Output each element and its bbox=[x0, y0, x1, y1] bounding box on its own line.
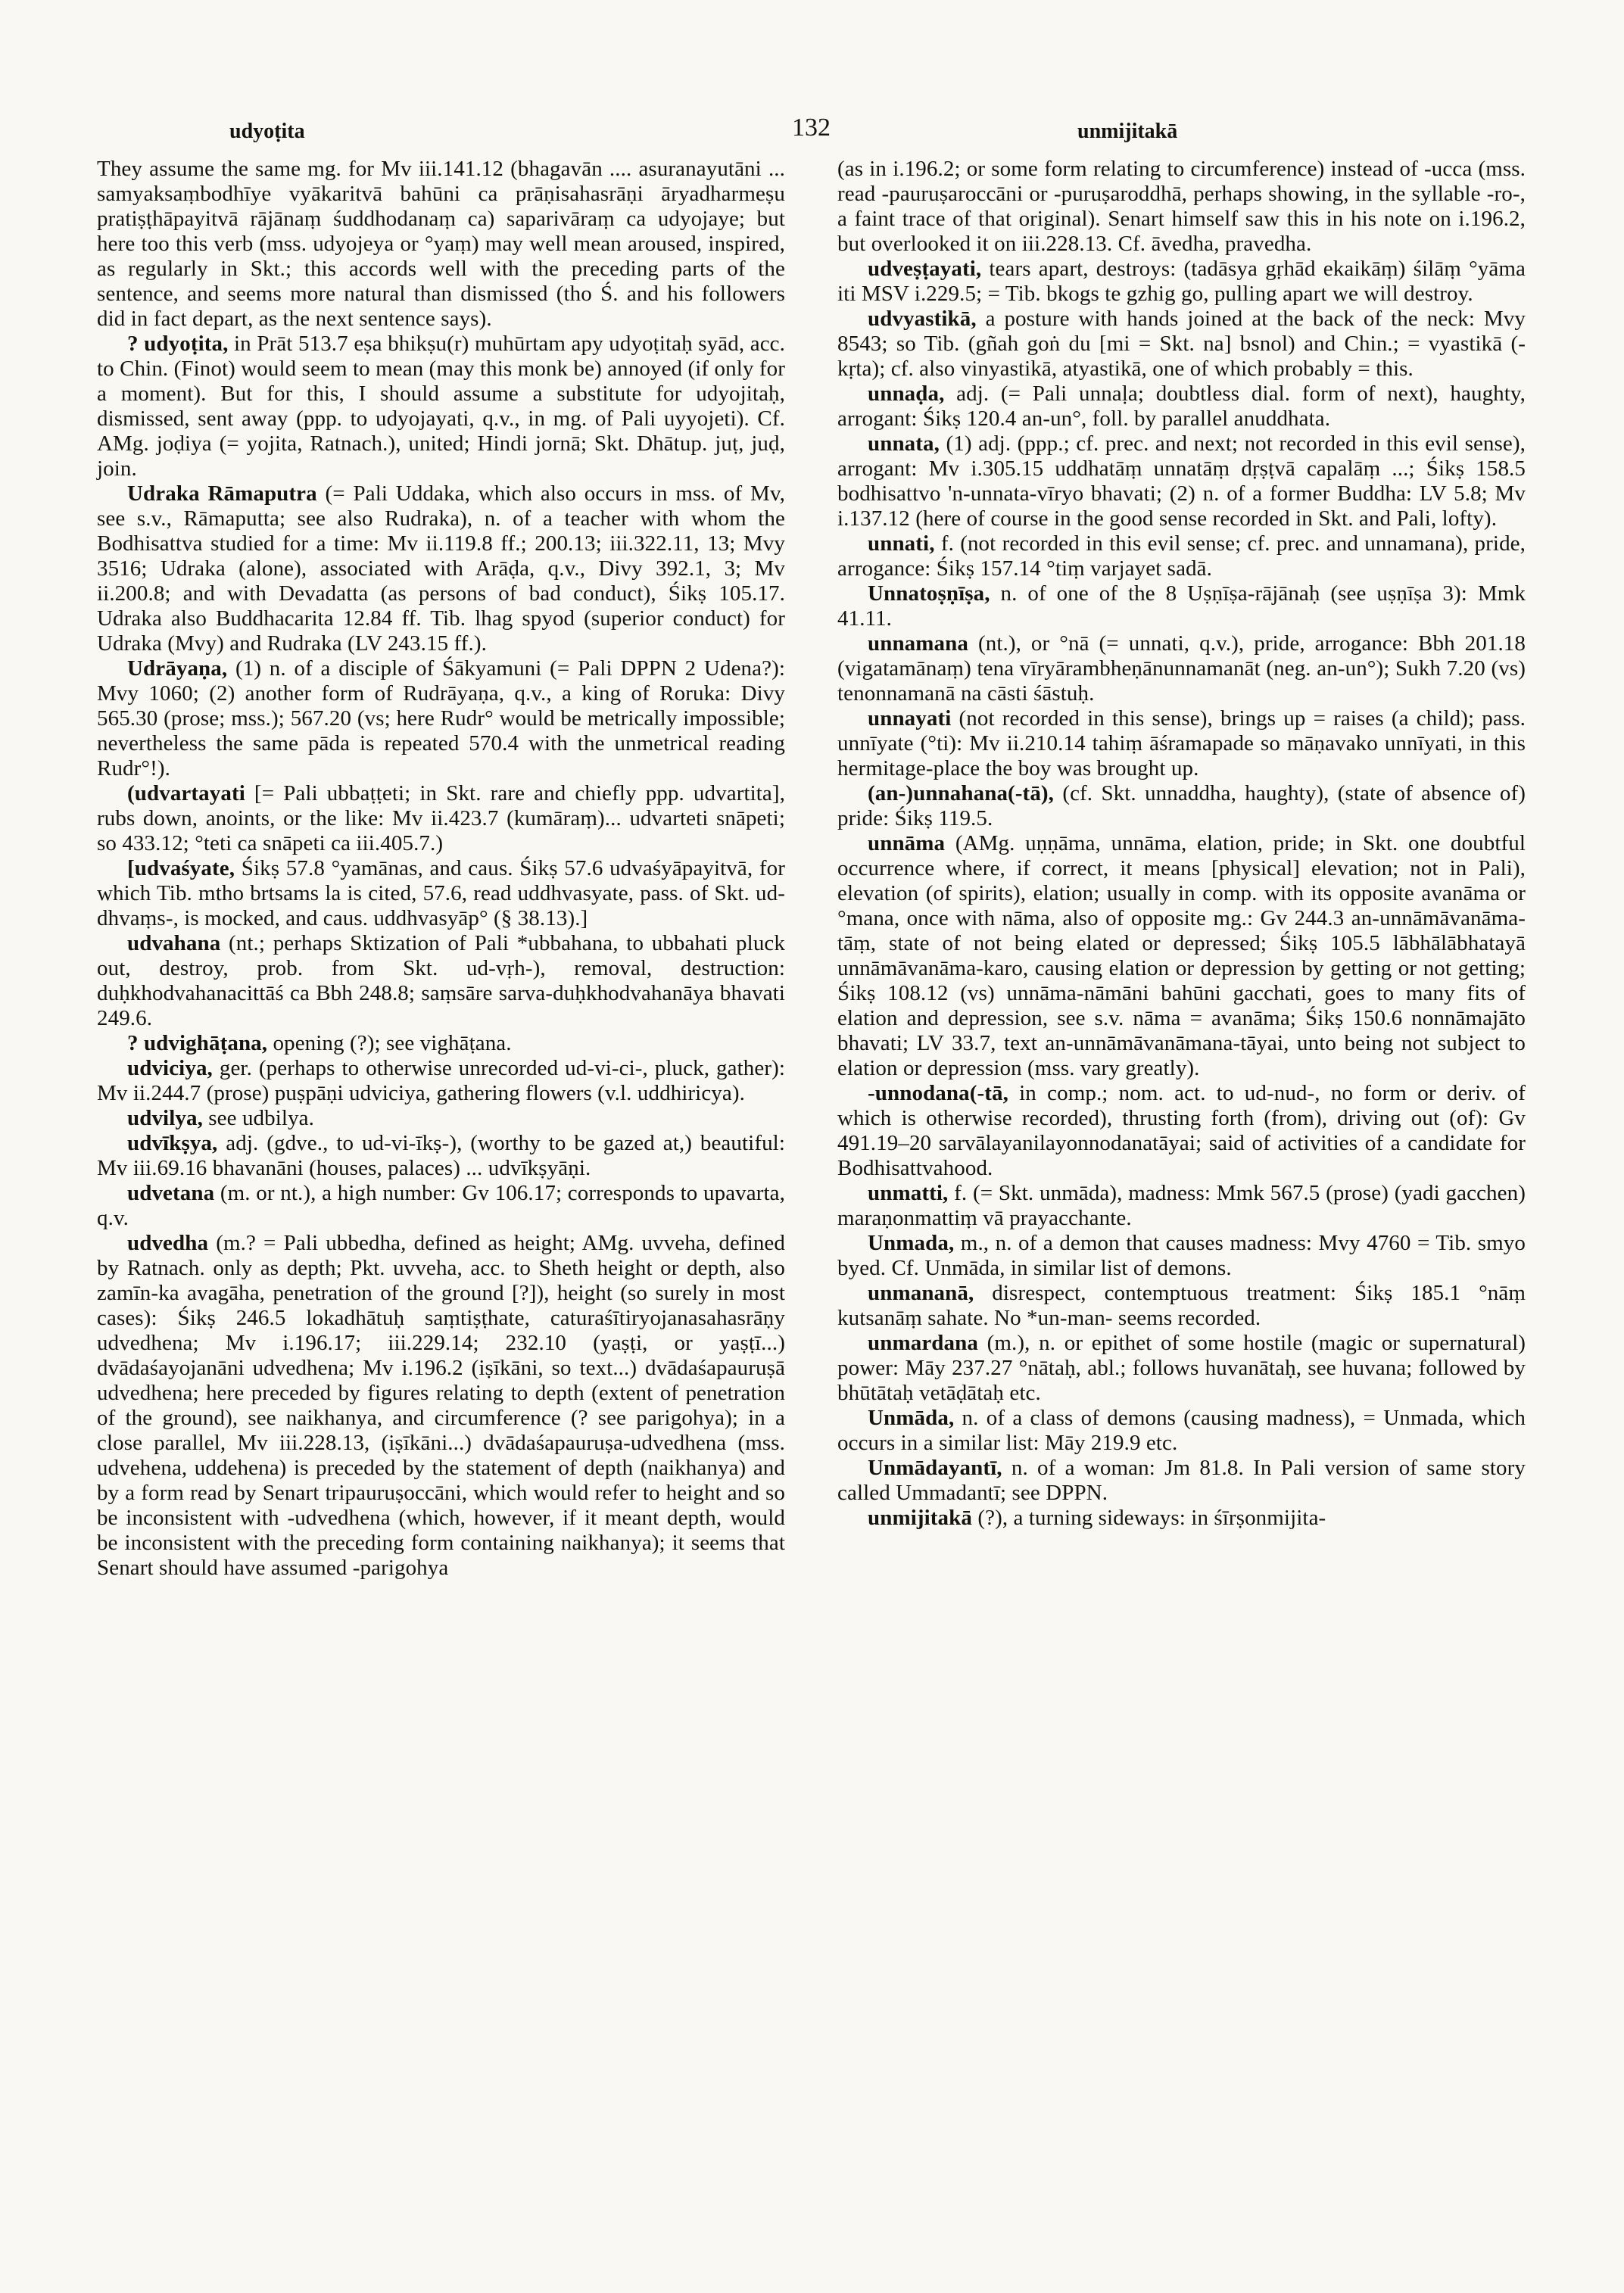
entry-headword: Unnatoṣṇīṣa, bbox=[868, 581, 990, 606]
dictionary-entry bbox=[837, 781, 1526, 831]
entry-body: (cf. Skt. unnaddha, haughty), (state of absence of) pride: Śikṣ 119.5. bbox=[837, 781, 1526, 830]
entry-body: n. of one of the 8 Uṣṇīṣa-rājānaḥ (see uṣṇīṣa 3): Mmk 41.11. bbox=[837, 581, 1526, 631]
dictionary-entry bbox=[837, 157, 1526, 257]
dictionary-entry bbox=[97, 1231, 785, 1581]
entry-body: [= Pali ubbaṭṭeti; in Skt. rare and chiefly ppp. udvartita], rubs down, anoints, or the like: Mv ii.423.7 (kumāraṃ)... udvarteti snāpeti; so 433.12; °teti ca snāpeti ca iii.405.7.) bbox=[97, 781, 785, 855]
entry-headword: Udrāyaṇa, bbox=[127, 656, 228, 681]
dictionary-entry bbox=[837, 1456, 1526, 1506]
dictionary-entry bbox=[97, 781, 785, 856]
entry-body: adj. (= Pali unnaḷa; doubtless dial. form of next), haughty, arrogant: Śikṣ 120.4 an-un°, foll. by parallel anuddhata. bbox=[837, 382, 1526, 431]
dictionary-entry bbox=[837, 382, 1526, 431]
entry-body: f. (not recorded in this evil sense; cf. prec. and unnamana), pride, arrogance: Śikṣ 157.14 °tiṃ varjayet sadā. bbox=[837, 531, 1526, 581]
entry-headword: udviciya, bbox=[127, 1056, 213, 1080]
entry-headword: Unmada, bbox=[868, 1231, 955, 1255]
entry-headword: (an-)unnahana(-tā), bbox=[868, 781, 1055, 805]
entry-headword: ? udvighāṭana, bbox=[127, 1031, 268, 1055]
dictionary-entry bbox=[97, 481, 785, 656]
dictionary-entry bbox=[837, 1281, 1526, 1331]
entry-headword: udvīkṣya, bbox=[127, 1131, 218, 1155]
entry-body: (1) n. of a disciple of Śākyamuni (= Pali DPPN 2 Udena?): Mvy 1060; (2) another form of Rudrāyaṇa, q.v., a king of Roruka: Divy 565.30 (prose; mss.); 567.20 (vs; here Rudr° would be metrically impossible; nevertheless the same pāda is repeated 570.4 with the unmetrical reading Rudr°!). bbox=[97, 656, 785, 780]
dictionary-entry bbox=[837, 1406, 1526, 1456]
page-number: 132 bbox=[792, 114, 831, 142]
entry-body: tears apart, destroys: (tadāsya gṛhād ekaikāṃ) śilāṃ °yāma iti MSV i.229.5; = Tib. bkogs te gzhig go, pulling apart we will destroy. bbox=[837, 257, 1526, 306]
entry-headword: udvyastikā, bbox=[868, 307, 977, 331]
entry-body: opening (?); see vighāṭana. bbox=[267, 1031, 512, 1055]
entry-body: see udbilya. bbox=[202, 1106, 314, 1130]
entry-headword: udvahana bbox=[127, 931, 221, 955]
entry-headword: [udvaśyate, bbox=[127, 856, 235, 880]
entry-body: ger. (perhaps to otherwise unrecorded ud-vi-ci-, pluck, gather): Mv ii.244.7 (prose) puṣpāṇi udviciya, gathering flowers (v.l. uddhiricya). bbox=[97, 1056, 785, 1105]
entry-body: a posture with hands joined at the back of the neck: Mvy 8543; so Tib. (gñah goṅ du [mi = Skt. na] bsnol) and Chin.; = vyastikā (-kṛta); cf. also vinyastikā, atyastikā, one of which probably = this. bbox=[837, 307, 1526, 381]
dictionary-entry bbox=[837, 706, 1526, 781]
dictionary-entry bbox=[837, 1081, 1526, 1181]
entry-body: n. of a woman: Jm 81.8. In Pali version of same story called Ummadantī; see DPPN. bbox=[837, 1456, 1526, 1505]
entry-headword: ? udyoṭita, bbox=[127, 332, 229, 356]
dictionary-entry bbox=[97, 332, 785, 481]
entry-body: They assume the same mg. for Mv iii.141.12 (bhagavān .... asuranayutāni ... samyaksaṃbodhīye vyākaritvā bahūni ca prāṇisahasrāṇi āryadharmeṣu pratiṣṭhāpayitvā rājānaṃ śuddhodanaṃ ca) saparivāraṃ ca udyojaye; but here too this verb (mss. udyojeya or °yaṃ) may well mean aroused, inspired, as regularly in Skt.; this accords well with the preceding parts of the sentence, and seems more natural than dismissed (tho Ś. and his followers did in fact depart, as the next sentence says). bbox=[97, 157, 785, 331]
entry-headword: Unmāda, bbox=[868, 1406, 955, 1430]
entry-body: (= Pali Uddaka, which also occurs in mss. of Mv, see s.v., Rāmaputta; see also Rudraka), n. of a teacher with whom the Bodhisattva studied for a time: Mv ii.119.8 ff.; 200.13; iii.322.11, 13; Mvy 3516; Udraka (alone), associated with Arāḍa, q.v., Divy 392.1, 3; Mv ii.200.8; and with Devadatta (as persons of bad conduct), Śikṣ 105.17. Udraka also Buddhacarita 12.84 ff. Tib. lhag spyod (superior conduct) for Udraka (Mvy) and Rudraka (LV 243.15 ff.). bbox=[97, 481, 786, 656]
entry-body: (?), a turning sideways: in śīrṣonmijita- bbox=[971, 1506, 1326, 1530]
dictionary-entry bbox=[837, 1181, 1526, 1231]
entry-body: adj. (gdve., to ud-vi-īkṣ-), (worthy to be gazed at,) beautiful: Mv iii.69.16 bhavanāni (houses, palaces) ... udvīkṣyāṇi. bbox=[97, 1131, 785, 1180]
entry-body: (nt.), or °nā (= unnati, q.v.), pride, arrogance: Bbh 201.18 (vigatamānaṃ) tena vīryārambheṇānunnamanāt (neg. an-un°); Sukh 7.20 (vs) tenonnamanā na cāsti śāstuḥ. bbox=[837, 631, 1526, 706]
header-last-headword: unmijitakā bbox=[1077, 120, 1178, 143]
entry-headword: udveṣṭayati, bbox=[868, 257, 982, 281]
entry-body: f. (= Skt. unmāda), madness: Mmk 567.5 (prose) (yadi gacchen) maraṇonmattiṃ vā prayacchante. bbox=[837, 1181, 1526, 1230]
text-columns bbox=[97, 157, 1526, 1581]
entry-body: m., n. of a demon that causes madness: Mvy 4760 = Tib. smyo byed. Cf. Unmāda, in similar list of demons. bbox=[837, 1231, 1526, 1280]
entry-headword: Udraka Rāmaputra bbox=[127, 481, 317, 506]
dictionary-entry bbox=[97, 931, 785, 1031]
entry-body: (m. or nt.), a high number: Gv 106.17; corresponds to upavarta, q.v. bbox=[97, 1181, 785, 1230]
dictionary-entry bbox=[837, 257, 1526, 307]
entry-headword: unnata, bbox=[868, 431, 940, 456]
left-column bbox=[97, 157, 785, 1581]
entry-body: (m.), n. or epithet of some hostile (magic or supernatural) power: Māy 237.27 °nātaḥ, abl.; follows huvanātaḥ, see huvana; followed by bhūtātaḥ vetāḍātaḥ etc. bbox=[837, 1331, 1526, 1405]
dictionary-entry bbox=[837, 831, 1526, 1081]
entry-headword: unnaḍa, bbox=[868, 382, 945, 406]
dictionary-entry bbox=[837, 581, 1526, 631]
dictionary-entry bbox=[97, 157, 785, 332]
dictionary-entry bbox=[837, 1231, 1526, 1281]
dictionary-entry bbox=[837, 1331, 1526, 1406]
entry-headword: udvetana bbox=[127, 1181, 215, 1205]
entry-body: disrespect, contemptuous treatment: Śikṣ 185.1 °nāṃ kutsanāṃ sahate. No *un-man- seems recorded. bbox=[837, 1281, 1526, 1330]
entry-body: (as in i.196.2; or some form relating to circumference) instead of -ucca (mss. read -pauruṣaroccāni or -puruṣaroddhā, perhaps showing, in the syllable -ro-, a faint trace of that original). Senart himself saw this in his note on i.196.2, but overlooked it on iii.228.13. Cf. āvedha, pravedha. bbox=[837, 157, 1526, 256]
header-first-headword: udyoṭita bbox=[229, 120, 305, 143]
dictionary-entry bbox=[837, 631, 1526, 706]
entry-headword: unmardana bbox=[868, 1331, 978, 1355]
entry-body: Śikṣ 57.8 °yamānas, and caus. Śikṣ 57.6 udvaśyāpayitvā, for which Tib. mtho brtsams la is cited, 57.6, read uddhvasyate, pass. of Skt. ud-dhvaṃs-, is mocked, and caus. uddhvasyāp° (§ 38.13).] bbox=[97, 856, 785, 930]
entry-body: in Prāt 513.7 eṣa bhikṣu(r) muhūrtam apy udyoṭitaḥ syād, acc. to Chin. (Finot) would seem to mean (may this monk be) annoyed (if only for a moment). But for this, I should assume a substitute for udyojitaḥ, dismissed, sent away (ppp. to udyojayati, q.v., in mg. of Pali uyyojeti). Cf. AMg. joḍiya (= yojita, Ratnach.), united; Hindi jornā; Skt. Dhātup. juṭ, juḍ, join. bbox=[97, 332, 786, 481]
right-column bbox=[837, 157, 1526, 1581]
entry-headword: unmatti, bbox=[868, 1181, 949, 1205]
entry-body: (AMg. uṇṇāma, unnāma, elation, pride; in Skt. one doubtful occurrence where, if correct, it means [physical] elevation; not in Pali), elevation (of spirits), elation; usually in comp. with its opposite avanāma or °mana, once with nāma, also of opposite mg.: Gv 244.3 an-unnāmāvanāma-tāṃ, state of not being elated or depressed; Śikṣ 105.5 lābhālābhatayā unnāmāvanāma-karo, causing elation or depression by getting or not getting; Śikṣ 108.12 (vs) unnāma-nāmāni bahūni gacchati, goes to many fits of elation and depression, see s.v. nāma = avanāma; Śikṣ 150.6 nonnāmajāto bhavati; LV 33.7, text an-unnāmāvanāmana-tāyai, unto being not subject to elation or depression (mss. vary greatly). bbox=[837, 831, 1526, 1080]
dictionary-entry bbox=[97, 1181, 785, 1231]
entry-body: n. of a class of demons (causing madness), = Unmada, which occurs in a similar list: Māy 219.9 etc. bbox=[837, 1406, 1526, 1455]
entry-body: (m.? = Pali ubbedha, defined as height; AMg. uvveha, defined by Ratnach. only as depth; Pkt. uvveha, acc. to Sheth height or depth, also zamīn-ka avagāha, penetration of the ground [?]), height (so surely in most cases): Śikṣ 246.5 lokadhātuḥ saṃtiṣṭhate, caturaśītiryojanasahasrāṇy udvedhena; Mv i.196.17; iii.229.14; 232.10 (yaṣṭi, or yaṣṭī...) dvādaśayojanāni udvedhena; Mv i.196.2 (iṣīkāni, so text...) dvādaśapauruṣā udvedhena; here preceded by figures relating to depth (extent of penetration of the ground), see naikhanya, and circumference (? see parigohya); in a close parallel, Mv iii.228.13, (iṣīkāni...) dvādaśapauruṣa-udvedhena (mss. udvehena, uddehena) is preceded by the statement of depth (naikhanya) and by a form read by Senart tripauruṣoccāni, which would refer to height and so be inconsistent with -udvedhena (which, however, if it meant depth, would be inconsistent with the preceding form containing naikhanya); it seems that Senart should have assumed -parigohya bbox=[97, 1231, 785, 1580]
entry-headword: unmananā, bbox=[868, 1281, 974, 1305]
entry-headword: unnamana bbox=[868, 631, 968, 656]
entry-headword: (udvartayati bbox=[127, 781, 245, 805]
entry-headword: udvedha bbox=[127, 1231, 209, 1255]
dictionary-entry bbox=[97, 1106, 785, 1131]
dictionary-entry bbox=[837, 307, 1526, 382]
entry-body: (nt.; perhaps Sktization of Pali *ubbahana, to ubbahati pluck out, destroy, prob. from Skt. ud-vṛh-), removal, destruction: duḥkhodvahanacittāś ca Bbh 248.8; saṃsāre sarva-duḥkhodvahanāya bhavati 249.6. bbox=[97, 931, 785, 1030]
running-header bbox=[97, 114, 1526, 147]
dictionary-entry bbox=[97, 856, 785, 931]
dictionary-entry bbox=[837, 431, 1526, 531]
entry-headword: unnati, bbox=[868, 531, 935, 556]
dictionary-entry bbox=[97, 1056, 785, 1106]
dictionary-entry bbox=[97, 656, 785, 781]
dictionary-entry bbox=[837, 531, 1526, 581]
entry-headword: unmijitakā bbox=[868, 1506, 972, 1530]
entry-headword: unnayati bbox=[868, 706, 952, 731]
entry-headword: unnāma bbox=[868, 831, 946, 855]
dictionary-entry bbox=[97, 1031, 785, 1056]
dictionary-entry bbox=[837, 1506, 1526, 1531]
dictionary-entry bbox=[97, 1131, 785, 1181]
entry-body: (not recorded in this sense), brings up = raises (a child); pass. unnīyate (°ti): Mv ii.210.14 tahiṃ āśramapade so māṇavako unnīyati, in this hermitage-place the boy was brought up. bbox=[837, 706, 1526, 780]
entry-body: (1) adj. (ppp.; cf. prec. and next; not recorded in this evil sense), arrogant: Mv i.305.15 uddhatāṃ unnatāṃ dṛṣṭvā capalāṃ ...; Śikṣ 158.5 bodhisattvo 'n-unnata-vīryo bhavati; (2) n. of a former Buddha: LV 5.8; Mv i.137.12 (here of course in the good sense recorded in Skt. and Pali, lofty). bbox=[837, 431, 1526, 531]
entry-headword: -unnodana(-tā, bbox=[868, 1081, 1008, 1105]
entry-body: in comp.; nom. act. to ud-nud-, no form or deriv. of which is otherwise recorded), thrusting forth (from), driving out (of): Gv 491.19–20 sarvālayanilayonnodanatāyai; said of activities of a candidate for Bodhisattvahood. bbox=[837, 1081, 1526, 1180]
entry-headword: Unmādayantī, bbox=[868, 1456, 1002, 1480]
entry-headword: udvilya, bbox=[127, 1106, 203, 1130]
